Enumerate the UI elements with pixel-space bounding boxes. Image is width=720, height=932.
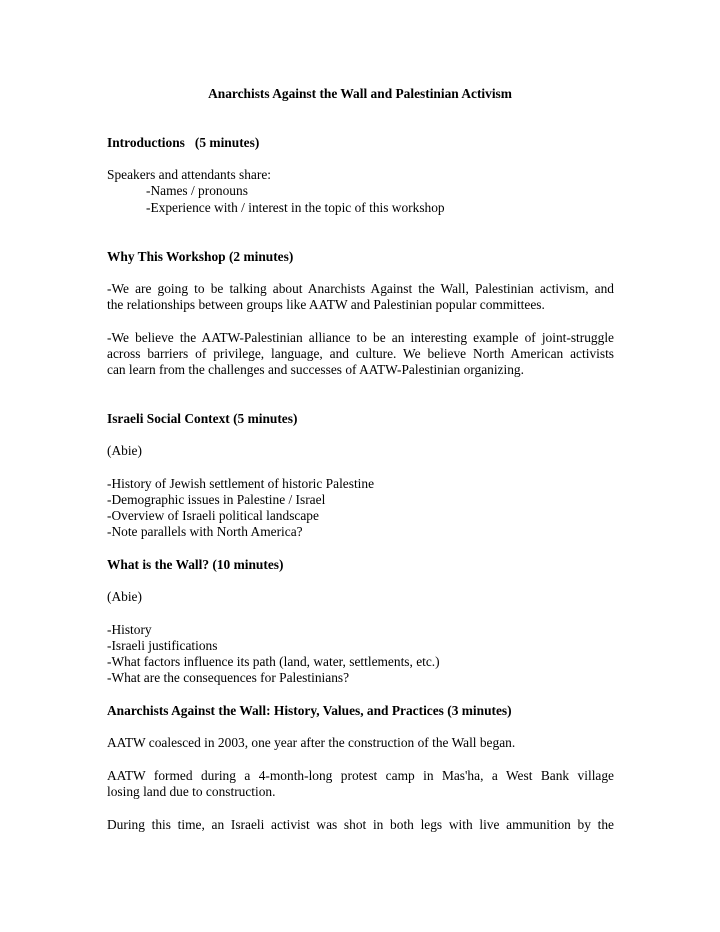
heading-what-is-the-wall: What is the Wall? (10 minutes) (107, 557, 284, 572)
why-paragraph-line: -We are going to be talking about Anarchists Against the Wall, Palestinian activism, and (107, 281, 614, 296)
document-title: Anarchists Against the Wall and Palestinian Activism (208, 86, 512, 101)
why-paragraph-line: across barriers of privilege, language, and culture. We believe North American activists (107, 346, 614, 361)
why-paragraph-line: -We believe the AATW-Palestinian alliance to be an interesting example of joint-struggle (107, 330, 614, 345)
wall-list-item: -What factors influence its path (land, water, settlements, etc.) (107, 654, 440, 669)
israeli-list-item: -Note parallels with North America? (107, 524, 303, 539)
speaker-note: (Abie) (107, 589, 142, 604)
israeli-list-item: -History of Jewish settlement of historic Palestine (107, 476, 375, 491)
intro-list-item: -Names / pronouns (146, 183, 248, 198)
wall-list-item: -What are the consequences for Palestinians? (107, 670, 350, 685)
aatw-paragraph-line: losing land due to construction. (107, 784, 276, 799)
heading-israeli-social-context: Israeli Social Context (5 minutes) (107, 411, 298, 426)
why-paragraph-line: can learn from the challenges and successes of AATW-Palestinian organizing. (107, 362, 524, 377)
aatw-paragraph-line: AATW formed during a 4-month-long protest camp in Mas'ha, a West Bank village (107, 768, 614, 783)
heading-why-this-workshop: Why This Workshop (2 minutes) (107, 249, 294, 264)
heading-introductions: Introductions (5 minutes) (107, 135, 260, 150)
intro-line: Speakers and attendants share: (107, 167, 271, 182)
aatw-paragraph-line: AATW coalesced in 2003, one year after the construction of the Wall began. (107, 735, 516, 750)
wall-list-item: -History (107, 622, 152, 637)
israeli-list-item: -Overview of Israeli political landscape (107, 508, 319, 523)
heading-aatw-history: Anarchists Against the Wall: History, Values, and Practices (3 minutes) (107, 703, 512, 718)
aatw-paragraph-line: During this time, an Israeli activist was shot in both legs with live ammunition by the (107, 817, 614, 832)
speaker-note: (Abie) (107, 443, 142, 458)
intro-list-item: -Experience with / interest in the topic of this workshop (146, 200, 445, 215)
wall-list-item: -Israeli justifications (107, 638, 218, 653)
why-paragraph-line: the relationships between groups like AATW and Palestinian popular committees. (107, 297, 545, 312)
israeli-list-item: -Demographic issues in Palestine / Israel (107, 492, 326, 507)
